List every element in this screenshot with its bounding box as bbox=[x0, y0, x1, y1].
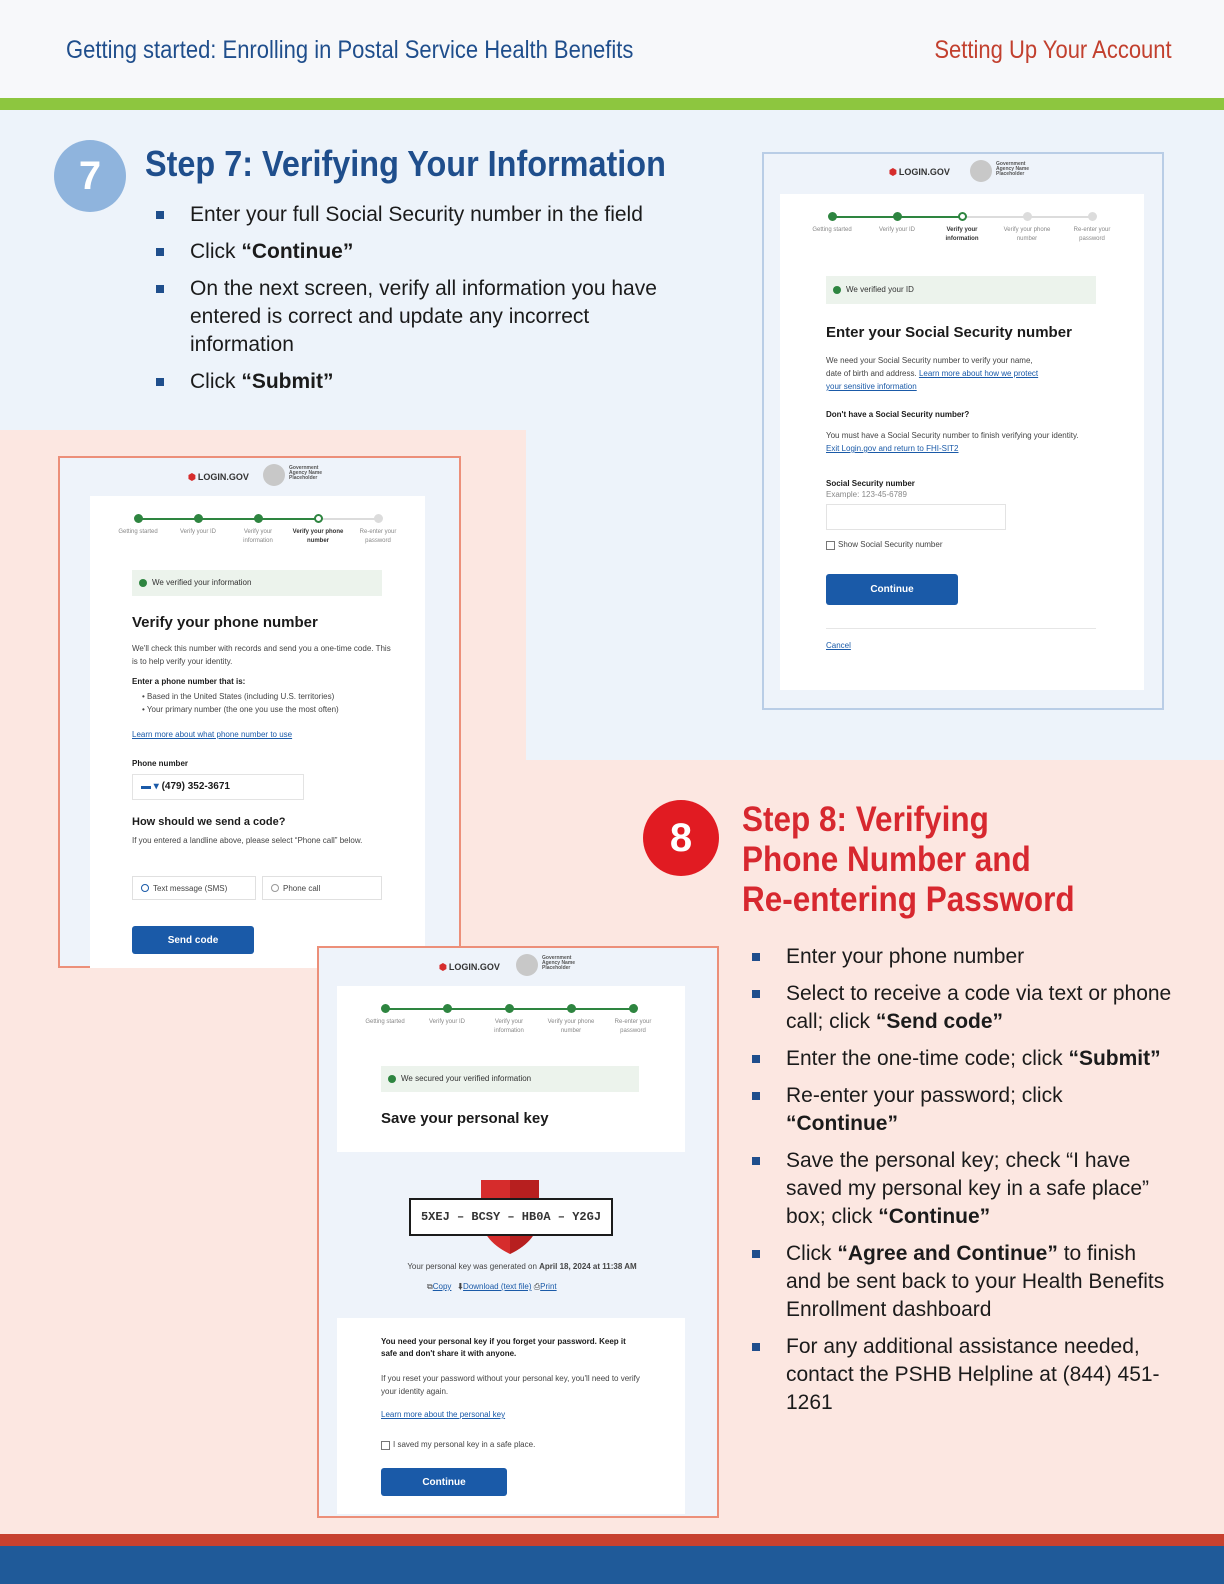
personal-key-box bbox=[409, 1198, 613, 1236]
print-icon: ⎙ bbox=[533, 1282, 541, 1291]
send-code-button[interactable]: Send code bbox=[132, 926, 254, 954]
send-method-heading: How should we send a code? bbox=[132, 816, 286, 828]
ssn-input[interactable] bbox=[826, 504, 1006, 530]
list-item: Select to receive a code via text or phone call; click “Send code” bbox=[752, 980, 1172, 1036]
key-reset-note: If you reset your password without your personal key, you'll need to verify your identity again. bbox=[381, 1374, 640, 1396]
list-item: Re-enter your password; click “Continue” bbox=[752, 1082, 1172, 1138]
list-item: Click “Submit” bbox=[156, 368, 676, 396]
ssn-field-label: Social Security number bbox=[826, 479, 915, 488]
progress-steps: Getting started Verify your ID Verify your information Verify your phone number Re-enter your password bbox=[800, 212, 1120, 242]
list-item: Enter the one-time code; click “Submit” bbox=[752, 1045, 1172, 1073]
success-alert: We verified your ID bbox=[826, 276, 1096, 304]
sms-radio[interactable]: Text message (SMS) bbox=[132, 876, 256, 900]
divider bbox=[826, 628, 1096, 629]
step8-list bbox=[752, 943, 1172, 1426]
agency-name: Government Agency Name Placeholder bbox=[996, 161, 1030, 177]
list-item: Save the personal key; check “I have saved my personal key in a safe place” box; click “Continue” bbox=[752, 1147, 1172, 1231]
phone-heading: Verify your phone number bbox=[132, 614, 318, 631]
cancel-link[interactable]: Cancel bbox=[826, 641, 851, 650]
agency-avatar bbox=[516, 954, 538, 976]
login-gov-logo: ⬢ LOGIN.GOV bbox=[188, 472, 249, 482]
saved-key-checkbox[interactable]: I saved my personal key in a safe place. bbox=[381, 1440, 535, 1449]
phone-input[interactable]: ▬ ▾ (479) 352-3671 bbox=[132, 774, 304, 800]
phone-requirements-heading: Enter a phone number that is: bbox=[132, 677, 246, 686]
agency-avatar bbox=[263, 464, 285, 486]
check-circle-icon bbox=[388, 1075, 396, 1083]
step7-badge: 7 bbox=[54, 140, 126, 212]
header-section-title: Setting Up Your Account bbox=[934, 36, 1172, 64]
footer-rule bbox=[0, 1534, 1224, 1546]
us-flag-icon: ▬ ▾ bbox=[141, 781, 162, 792]
header-rule bbox=[0, 98, 1224, 110]
key-warning: You need your personal key if you forget your password. Keep it safe and don't share it with anyone. bbox=[381, 1337, 626, 1358]
send-method-hint: If you entered a landline above, please select “Phone call” below. bbox=[132, 836, 363, 845]
phone-requirements-list: • Based in the United States (including U.S. territories) • Your primary number (the one you use the most often) bbox=[142, 692, 339, 714]
exit-link[interactable]: Exit Login.gov and return to FHI-SIT2 bbox=[826, 444, 959, 453]
list-item: Enter your phone number bbox=[752, 943, 1172, 971]
list-item: Enter your full Social Security number in the field bbox=[156, 201, 676, 229]
privacy-link[interactable]: Learn more about how we protect bbox=[918, 369, 1039, 378]
ssn-card bbox=[780, 194, 1144, 690]
list-item: For any additional assistance needed, contact the PSHB Helpline at (844) 451-1261 bbox=[752, 1333, 1172, 1417]
print-link[interactable]: Print bbox=[540, 1282, 557, 1291]
ssn-field-hint: Example: 123-45-6789 bbox=[826, 490, 907, 499]
login-gov-logo: ⬢ LOGIN.GOV bbox=[889, 167, 950, 177]
agency-name: Government Agency Name Placeholder bbox=[542, 955, 576, 971]
copy-icon: ⧉ bbox=[427, 1282, 433, 1291]
check-circle-icon bbox=[139, 579, 147, 587]
download-link[interactable]: Download (text file) bbox=[463, 1282, 532, 1291]
continue-button[interactable]: Continue bbox=[381, 1468, 507, 1496]
download-icon: ⬇ bbox=[458, 1282, 464, 1291]
page-header bbox=[0, 0, 1224, 98]
ssn-screenshot bbox=[762, 152, 1164, 710]
personal-key-screenshot bbox=[317, 946, 719, 1518]
phone-call-radio[interactable]: Phone call bbox=[262, 876, 382, 900]
ssn-heading: Enter your Social Security number bbox=[826, 324, 1072, 341]
phone-card bbox=[90, 496, 425, 968]
check-circle-icon bbox=[833, 286, 841, 294]
step8-title: Step 8: Verifying Phone Number and Re-entering Password bbox=[742, 800, 1075, 919]
no-ssn-text: You must have a Social Security number to finish verifying your identity. Exit Login.gov and return to FHI-SIT2 bbox=[826, 431, 1079, 453]
progress-steps: Getting started Verify your ID Verify your information Verify your phone number Re-enter your password bbox=[90, 514, 425, 544]
phone-intro: We'll check this number with records and send you a one-time code. This is to help verify your identity. bbox=[132, 644, 391, 666]
phone-screenshot bbox=[58, 456, 461, 968]
key-actions bbox=[427, 1280, 557, 1293]
list-item: Click “Continue” bbox=[156, 238, 676, 266]
step7-list bbox=[156, 201, 676, 405]
key-learn-link[interactable]: Learn more about the personal key bbox=[381, 1410, 506, 1419]
phone-field-label: Phone number bbox=[132, 759, 189, 768]
footer-band bbox=[0, 1546, 1224, 1584]
step7-title: Step 7: Verifying Your Information bbox=[145, 143, 666, 184]
agency-avatar bbox=[970, 160, 992, 182]
key-card-bottom bbox=[337, 1318, 685, 1514]
progress-steps: Getting started Verify your ID Verify your information Verify your phone number Re-enter your password bbox=[337, 1004, 685, 1034]
list-item: On the next screen, verify all information you have entered is correct and update any incorrect information bbox=[156, 275, 676, 359]
show-ssn-checkbox[interactable]: Show Social Security number bbox=[826, 540, 943, 549]
phone-learn-link[interactable]: Learn more about what phone number to use bbox=[132, 730, 293, 739]
list-item: Click “Agree and Continue” to finish and be sent back to your Health Benefits Enrollment dashboard bbox=[752, 1240, 1172, 1324]
personal-key-heading: Save your personal key bbox=[381, 1110, 549, 1127]
success-alert: We secured your verified information bbox=[381, 1066, 639, 1092]
ssn-intro: We need your Social Security number to verify your name, date of birth and address. Learn more about how we protect your sensitive information bbox=[826, 356, 1039, 391]
personal-key-value: 5XEJ – BCSY – HB0A – Y2GJ bbox=[420, 1210, 602, 1224]
continue-button[interactable]: Continue bbox=[826, 574, 958, 605]
no-ssn-heading: Don't have a Social Security number? bbox=[826, 410, 970, 419]
success-alert: We verified your information bbox=[132, 570, 382, 596]
header-title: Getting started: Enrolling in Postal Service Health Benefits bbox=[66, 36, 634, 64]
login-gov-logo: ⬢ LOGIN.GOV bbox=[439, 962, 500, 972]
privacy-link-cont[interactable]: your sensitive information bbox=[826, 382, 917, 391]
copy-link[interactable]: Copy bbox=[432, 1282, 452, 1291]
agency-name: Government Agency Name Placeholder bbox=[289, 465, 323, 481]
key-generated-text: Your personal key was generated on April 18, 2024 at 11:38 AM bbox=[407, 1262, 637, 1271]
step8-badge: 8 bbox=[643, 800, 719, 876]
key-card-top bbox=[337, 986, 685, 1152]
